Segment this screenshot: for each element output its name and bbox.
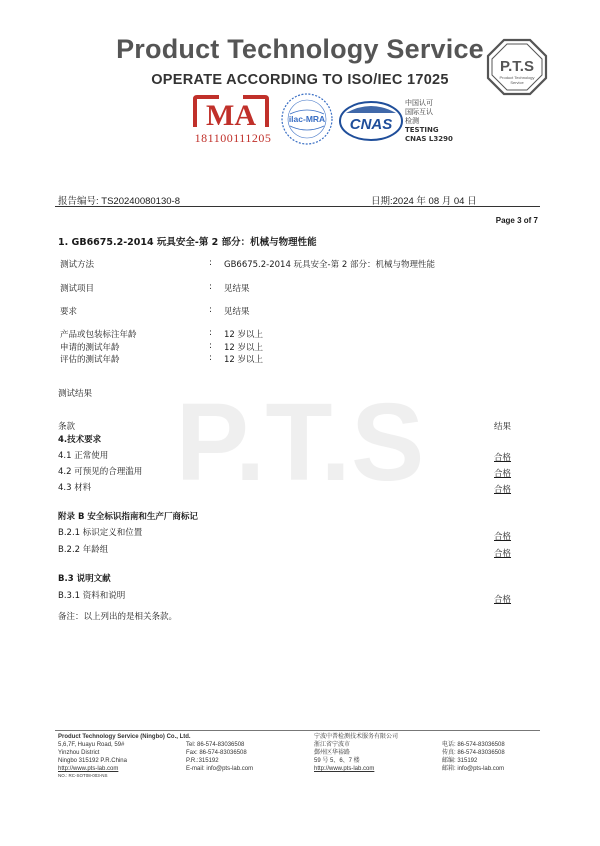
info-label: 测试方法 <box>60 260 95 270</box>
info-value: 12 岁以上 <box>224 355 264 365</box>
result-header: 结果 <box>494 422 512 432</box>
info-label: 评估的测试年龄 <box>60 355 120 365</box>
report-date: 日期:2024 年 08 月 04 日 <box>371 196 477 207</box>
info-value: 12 岁以上 <box>224 330 264 340</box>
result-value: 合格 <box>494 485 512 495</box>
website-link[interactable]: http://www.pts-lab.com <box>314 766 375 772</box>
clause-group-title: 4.技术要求 <box>58 435 102 445</box>
svg-text:Service: Service <box>510 80 524 85</box>
svg-text:ilac-MRA: ilac-MRA <box>288 114 326 124</box>
result-value: 合格 <box>494 532 512 542</box>
svg-text:P.T.S: P.T.S <box>500 58 534 75</box>
pts-logo-icon <box>486 38 548 96</box>
footer-chinese-address: 宁波中普检测技术服务有限公司 浙江省宁波市 鄞州区华裕路 59 号 5、6、7 楼 http://www.pts-lab.com <box>314 734 399 772</box>
cnas-accreditation-text: 中国认可 国际互认 检测 TESTING CNAS L3290 <box>405 99 453 143</box>
clause-group-title: B.3 说明文献 <box>58 574 111 584</box>
cnas-logo-icon <box>338 99 404 143</box>
clause-item: B.3.1 资料和说明 <box>58 591 126 601</box>
footer-english-contact: Tel: 86-574-83036508 Fax: 86-574-83036508 P.R.:315192 E-mail: info@pts-lab.com <box>186 742 254 772</box>
clause-item: 4.3 材料 <box>58 483 92 493</box>
info-label: 测试项目 <box>60 284 95 294</box>
result-value: 合格 <box>494 595 512 605</box>
result-value: 合格 <box>494 469 512 479</box>
info-value: 12 岁以上 <box>224 343 264 353</box>
clause-item: 4.1 正常使用 <box>58 451 109 461</box>
pts-watermark-icon <box>175 370 425 550</box>
info-label: 产品或包装标注年龄 <box>60 330 137 340</box>
website-link[interactable]: http://www.pts-lab.com <box>58 766 119 772</box>
info-label: 申请的测试年龄 <box>60 343 120 353</box>
svg-text:Product Technology: Product Technology <box>499 75 535 80</box>
section-title: 1. GB6675.2-2014 玩具安全-第 2 部分：机械与物理性能 <box>58 237 317 248</box>
result-value: 合格 <box>494 549 512 559</box>
clause-item: 4.2 可预见的合理滥用 <box>58 467 143 477</box>
company-title: Product Technology Service <box>116 34 484 64</box>
svg-text:P.T.S: P.T.S <box>175 381 425 504</box>
results-heading: 测试结果 <box>58 389 93 399</box>
svg-text:MA: MA <box>206 99 256 129</box>
info-value: 见结果 <box>224 307 250 317</box>
clause-header: 条款 <box>58 422 76 432</box>
footer-english-address: Product Technology Service (Ningbo) Co., Ltd. 5,6,7F, Huayu Road, 59# Yinzhou District Ningbo 315192 P.R.China http://www.pts-lab.com NO.: RC-SOT08-003-NS <box>58 734 191 778</box>
svg-text:CNAS: CNAS <box>349 116 393 133</box>
ilac-mra-logo-icon <box>280 92 334 146</box>
clause-group-title: 附录 B 安全标识指南和生产厂商标记 <box>58 512 198 522</box>
clause-item: B.2.1 标识定义和位置 <box>58 528 143 538</box>
info-value: 见结果 <box>224 284 250 294</box>
accreditation-subtitle: OPERATE ACCORDING TO ISO/IEC 17025 <box>151 72 449 88</box>
page-number: Page 3 of 7 <box>495 216 538 225</box>
note-text: 备注：以上列出的是相关条款。 <box>58 612 178 622</box>
info-value: GB6675.2-2014 玩具安全-第 2 部分：机械与物理性能 <box>224 260 435 270</box>
clause-item: B.2.2 年龄组 <box>58 545 109 555</box>
footer-divider <box>55 730 540 731</box>
result-value: 合格 <box>494 453 512 463</box>
cma-mark-icon <box>191 95 271 129</box>
header-divider <box>55 206 540 207</box>
footer-chinese-contact: 电话: 86-574-83036508 传真: 86-574-83036508 邮编: 315192 邮箱: info@pts-lab.com <box>442 742 505 772</box>
cma-number: 181100111205 <box>194 131 272 145</box>
info-label: 要求 <box>60 307 78 317</box>
report-number: 报告编号: TS20240080130-8 <box>58 196 180 207</box>
